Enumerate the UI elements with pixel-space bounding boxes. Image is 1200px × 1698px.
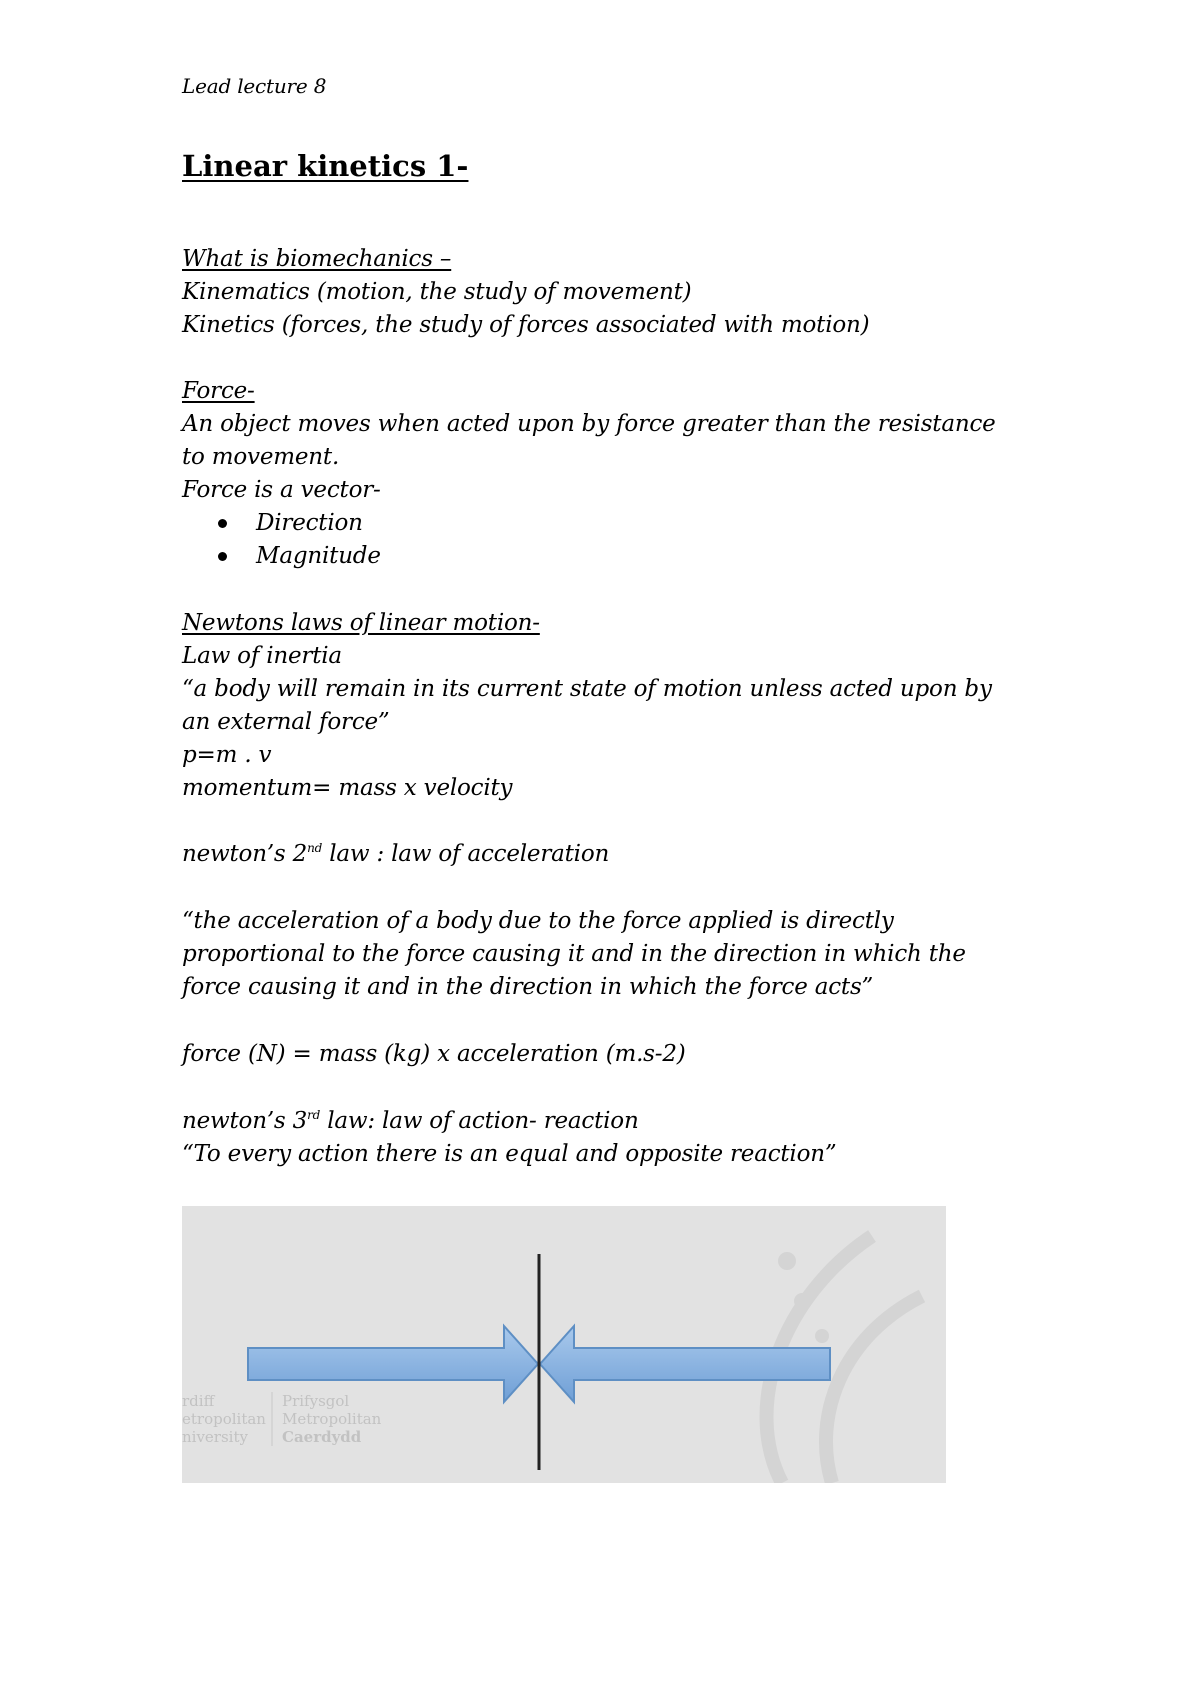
watermark-cy-1: Prifysgol — [282, 1392, 350, 1410]
inertia-quote-line-1: “a body will remain in its current state of motion unless acted upon by — [182, 676, 992, 702]
bullet-magnitude: Magnitude — [256, 543, 381, 569]
second-law-prefix: newton’s 2 — [182, 841, 308, 867]
force-heading: Force- — [182, 378, 255, 404]
inertia-quote-line-2: an external force” — [182, 709, 390, 735]
watermark-cy-3: Caerdydd — [282, 1428, 362, 1446]
newtons-laws-heading: Newtons laws of linear motion- — [182, 610, 540, 636]
law-of-inertia: Law of inertia — [182, 643, 342, 669]
third-law-suffix: law: law of action- reaction — [320, 1108, 639, 1134]
third-law-sup: rd — [307, 1108, 321, 1122]
acceleration-quote-line-3: force causing it and in the direction in which the force acts” — [182, 974, 874, 1000]
watermark-en-3: niversity — [182, 1428, 248, 1446]
lecture-header: Lead lecture 8 — [182, 74, 327, 98]
watermark-cy-2: Metropolitan — [282, 1410, 382, 1428]
second-law-suffix: law : law of acceleration — [322, 841, 610, 867]
newton-third-law-heading — [182, 1105, 639, 1138]
kinematics-definition: Kinematics (motion, the study of movement) — [182, 279, 692, 305]
bullet-icon — [218, 552, 227, 561]
action-reaction-quote: “To every action there is an equal and opposite reaction” — [182, 1141, 837, 1167]
force-text-line-2: to movement. — [182, 444, 340, 470]
force-formula: force (N) = mass (kg) x acceleration (m.s-2) — [182, 1041, 686, 1067]
third-law-prefix: newton’s 3 — [182, 1108, 308, 1134]
acceleration-quote-line-2: proportional to the force causing it and in the direction in which the — [182, 941, 966, 967]
action-reaction-figure — [182, 1206, 946, 1483]
momentum-formula: p=m . v — [182, 742, 272, 768]
momentum-words: momentum= mass x velocity — [182, 775, 513, 801]
kinetics-definition: Kinetics (forces, the study of forces associated with motion) — [182, 312, 870, 338]
force-vector-text: Force is a vector- — [182, 477, 381, 503]
biomechanics-heading: What is biomechanics – — [182, 246, 452, 272]
acceleration-quote-line-1: “the acceleration of a body due to the force applied is directly — [182, 908, 894, 934]
newton-second-law-heading — [182, 838, 609, 871]
watermark-en-1: rdiff — [182, 1392, 215, 1410]
bullet-icon — [218, 519, 227, 528]
force-text-line-1: An object moves when acted upon by force greater than the resistance — [182, 411, 996, 437]
page-title: Linear kinetics 1- — [182, 149, 469, 183]
bullet-direction: Direction — [256, 510, 363, 536]
second-law-sup: nd — [307, 841, 323, 855]
watermark-en-2: etropolitan — [182, 1410, 266, 1428]
